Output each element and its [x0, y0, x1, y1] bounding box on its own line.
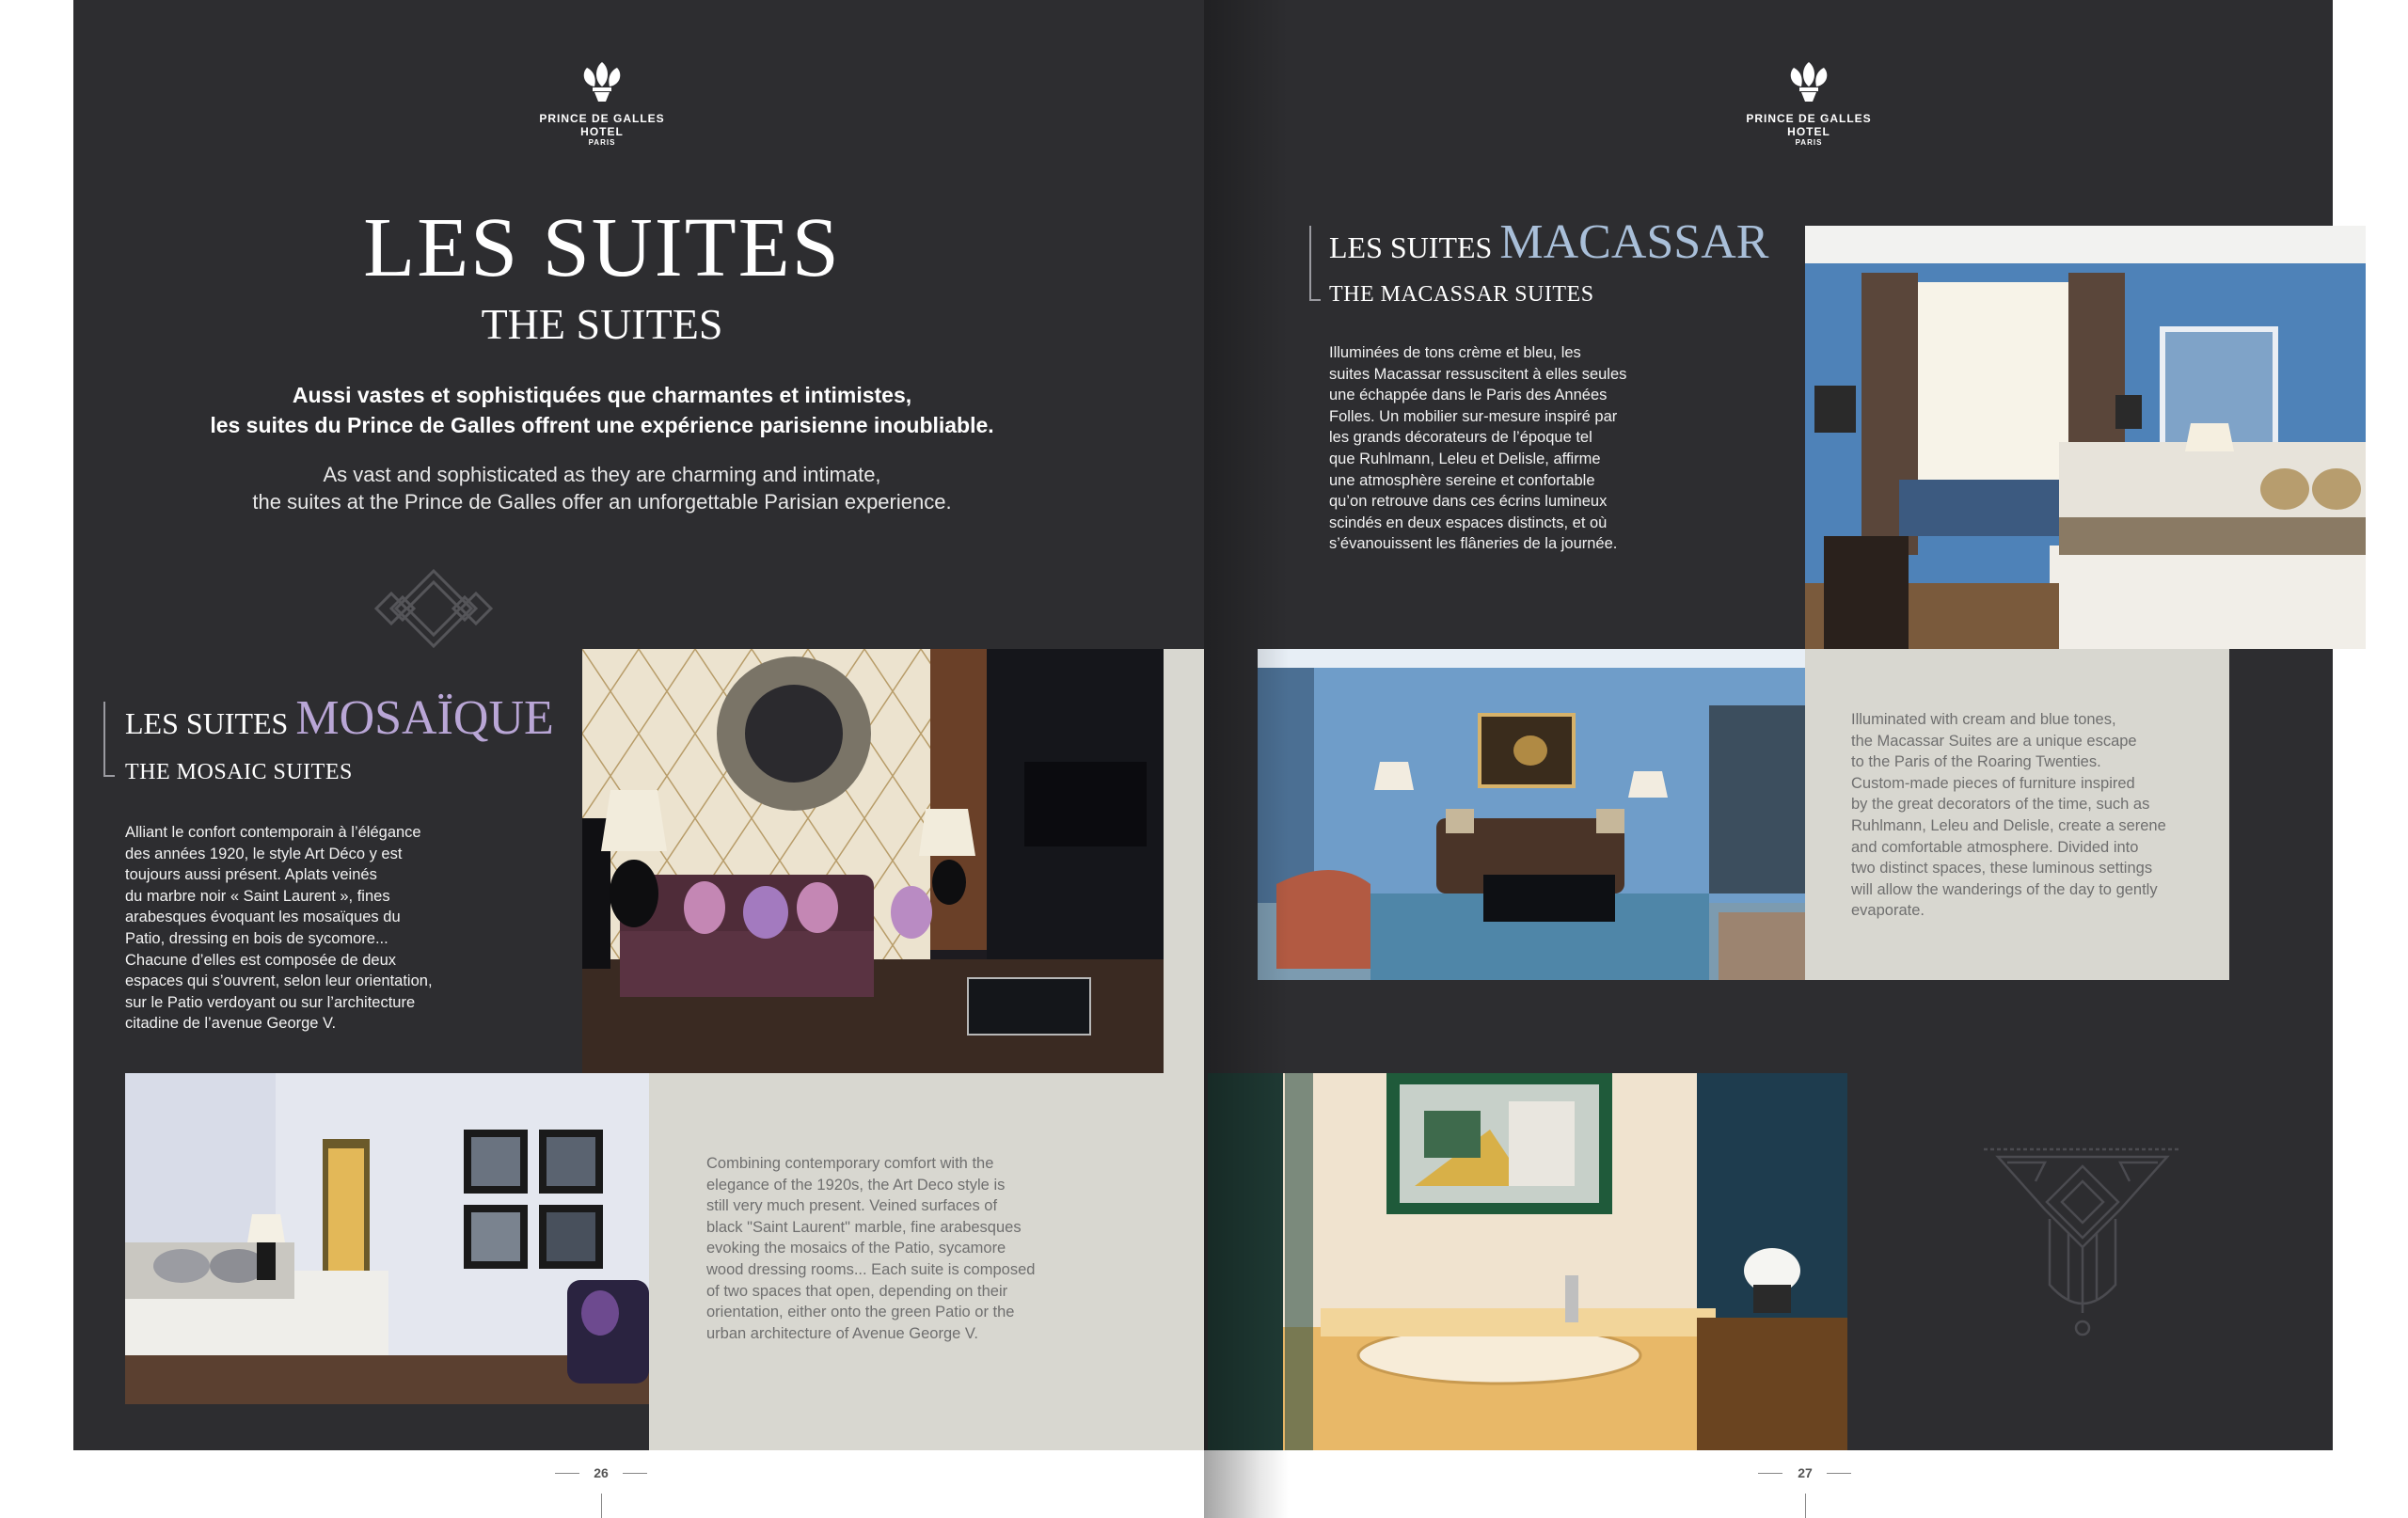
page-title: LES SUITES — [363, 201, 841, 294]
intro-en: As vast and sophisticated as they are charming and intimate, the suites at the Prince de Galles offer an unforgettable Parisian experience. — [252, 463, 952, 514]
brand-name-2: HOTEL — [580, 125, 624, 138]
brand-city: PARIS — [1795, 138, 1823, 147]
logo-right — [1715, 58, 1903, 147]
art-deco-ornament-icon — [1979, 1144, 2186, 1351]
mosaic-panel-edge — [1164, 649, 1204, 1074]
intro-fr: Aussi vastes et sophistiquées que charmantes et intimistes, les suites du Prince de Galles offrent une expérience parisienne inoubliable. — [210, 383, 994, 437]
macassar-heading: LES SUITES MACASSAR — [1329, 215, 1769, 269]
mosaic-living-room-photo — [582, 649, 1164, 1074]
feathers-icon — [1781, 58, 1837, 107]
mosaic-bracket — [103, 702, 115, 777]
macassar-bedroom-photo — [1805, 226, 2366, 649]
mosaic-bedroom-photo — [125, 1073, 649, 1404]
spine-shadow-bottom — [1204, 1450, 1260, 1518]
page-number: 27 — [1798, 1465, 1813, 1480]
brand-name-1: PRINCE DE GALLES — [1746, 112, 1872, 125]
page-number-tick — [1805, 1494, 1806, 1518]
mosaic-heading-en: THE MOSAIC SUITES — [125, 760, 353, 784]
bathroom-photo — [1208, 1073, 1847, 1450]
macassar-bracket — [1309, 226, 1321, 301]
macassar-text-fr: Illuminées de tons crème et bleu, les suites Macassar ressuscitent à elles seules une échappée dans le Paris des Années Folles. Un mobilier sur-mesure inspiré par les grands décorateurs de l’époque tel que Ruhlmann, Leleu et Delisle, affirme une atmosphère sereine et confortable qu’on retrouve dans ces écrins lumineux scindés en deux espaces distincts, et où s’évanouissent les flâneries de la journée. — [1329, 344, 1627, 553]
page-number-rule — [1827, 1473, 1851, 1474]
brand-city: PARIS — [588, 138, 616, 147]
feathers-icon — [574, 58, 630, 107]
macassar-living-room-photo — [1258, 649, 1805, 980]
mosaic-heading: LES SUITES MOSAÏQUE — [125, 691, 554, 745]
mosaic-text-en: Combining contemporary comfort with the elegance of the 1920s, the Art Deco style is still very much present. Veined surfaces of black "Saint Laurent" marble, fine arabesques evoking the mosaics of the Patio, sycamore wood dressing rooms... Each suite is composed of two spaces that open, depending on their orientation, either onto the green Patio or the urban architecture of Avenue George V. — [706, 1155, 1036, 1342]
diamond-ornament-icon — [372, 568, 495, 649]
mosaic-text-fr: Alliant le confort contemporain à l’élégance des années 1920, le style Art Déco y est toujours aussi présent. Aplats veinés du marbre noir « Saint Laurent », fines arabesques évoquant les mosaïques du Patio, dressing en bois de sycomore... Chacune d’elles est composée de deux espaces qui s’ouvrent, selon leur orientation, sur le Patio verdoyant ou sur l’architecture citadine de l’avenue George V. — [125, 824, 433, 1033]
page-subtitle: THE SUITES — [481, 300, 723, 348]
page-number-tick — [601, 1494, 602, 1518]
brand-name-2: HOTEL — [1787, 125, 1830, 138]
macassar-text-en: Illuminated with cream and blue tones, the Macassar Suites are a unique escape to the Paris of the Roaring Twenties. Custom-made pieces of furniture inspired by the great decorators of the time, such as Ruhlmann, Leleu and Delisle, create a serene and comfortable atmosphere. Divided into two distinct spaces, these luminous settings will allow the wanderings of the day to gently evaporate. — [1851, 711, 2166, 920]
macassar-heading-en: THE MACASSAR SUITES — [1329, 282, 1594, 307]
page-number-rule — [623, 1473, 647, 1474]
logo-left — [508, 58, 696, 147]
brand-name-1: PRINCE DE GALLES — [539, 112, 665, 125]
page-number: 26 — [594, 1465, 609, 1480]
